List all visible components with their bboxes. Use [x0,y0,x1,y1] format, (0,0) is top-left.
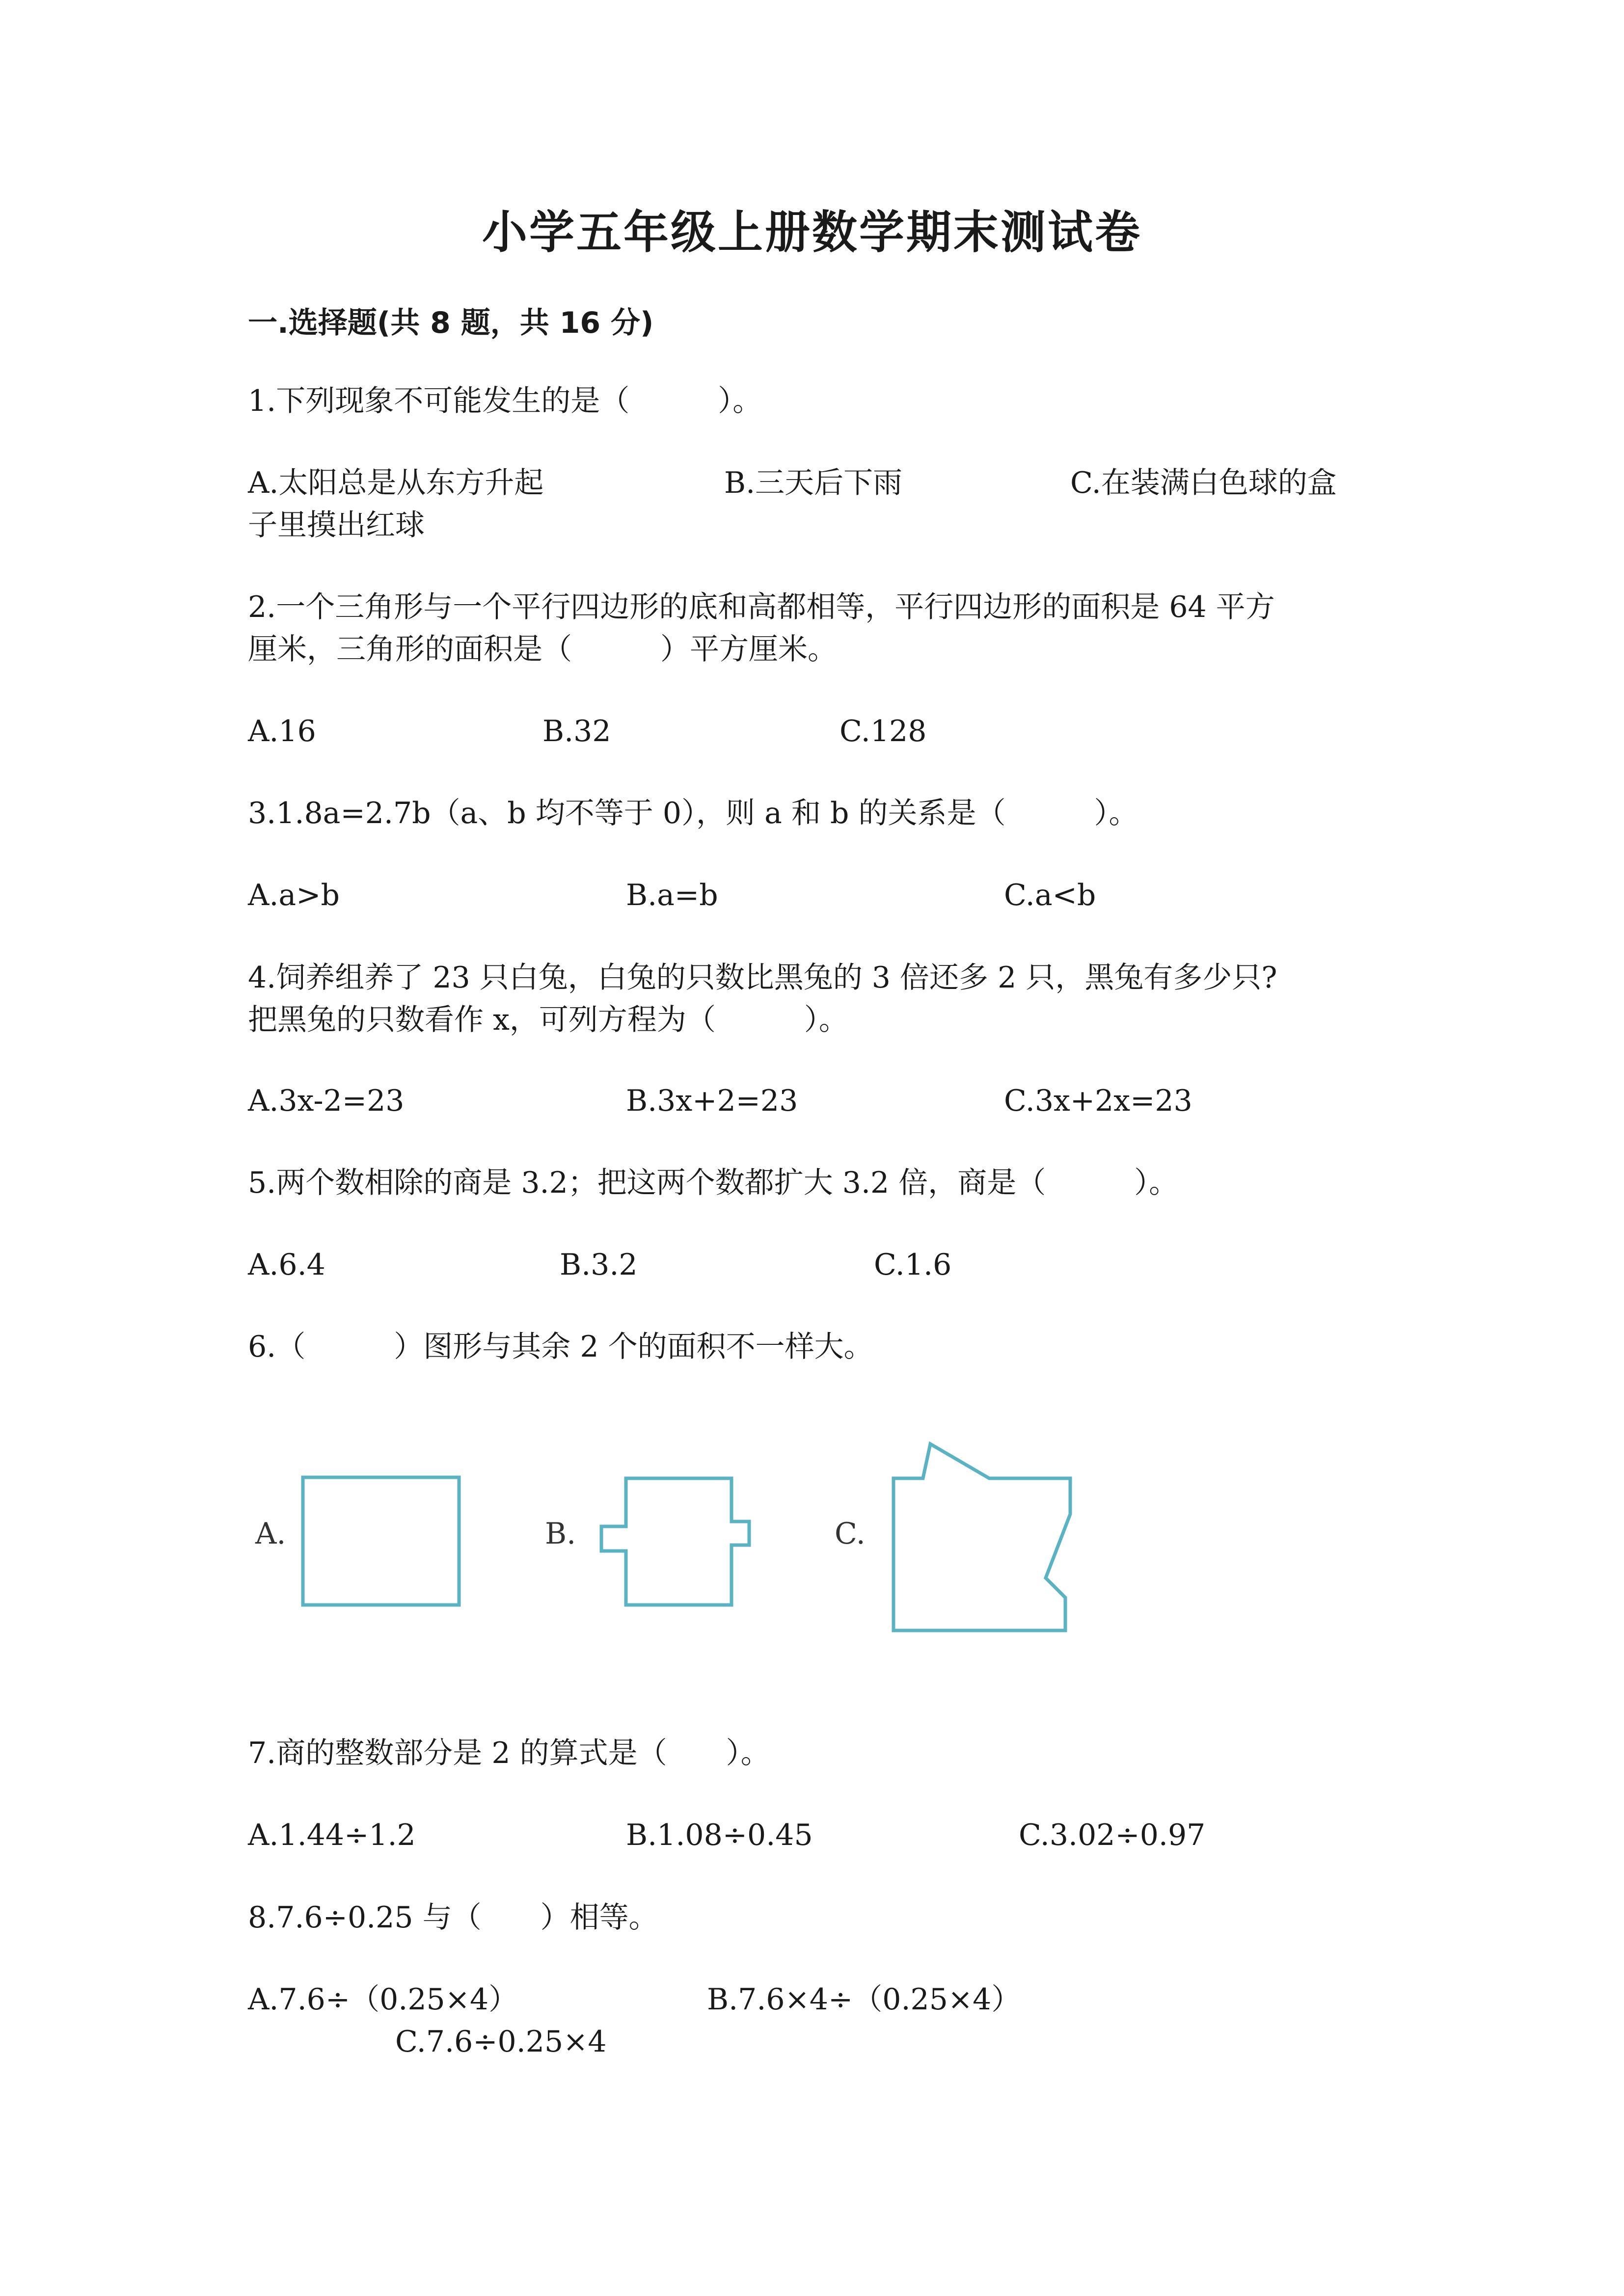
question-1-option-c: C.在装满白色球的盒 [1070,466,1337,500]
question-8-stem: 8.7.6÷0.25 与（ ）相等。 [248,1900,658,1935]
figures-svg [236,1423,1119,1649]
figure-b [545,1478,749,1605]
question-5-option-c: C.1.6 [874,1248,952,1282]
question-7-option-b: B.1.08÷0.45 [626,1818,813,1852]
question-7-stem: 7.商的整数部分是 2 的算式是（ ）。 [248,1736,770,1770]
question-4-option-a: A.3x-2=23 [248,1084,405,1118]
figure-a-rectangle [303,1477,459,1605]
question-1-option-c-continued: 子里摸出红球 [248,508,425,542]
figure-b-notched-shape [601,1478,749,1605]
section-heading: 一.选择题(共 8 题，共 16 分) [248,306,654,340]
figure-a-label: A. [255,1517,286,1551]
question-1-option-b: B.三天后下雨 [724,466,903,500]
question-2-option-c: C.128 [839,714,927,748]
question-5-stem: 5.两个数相除的商是 3.2；把这两个数都扩大 3.2 倍，商是（ ）。 [248,1166,1179,1200]
figure-b-label: B. [545,1517,576,1551]
question-4-stem-line-1: 4.饲养组养了 23 只白兔，白兔的只数比黑兔的 3 倍还多 2 只，黑兔有多少只? [248,961,1277,995]
question-2-option-a: A.16 [248,714,316,748]
question-4-stem-line-2: 把黑兔的只数看作 x，可列方程为（ ）。 [248,1003,848,1037]
question-4-option-c: C.3x+2x=23 [1004,1084,1192,1118]
figure-a [255,1477,459,1605]
question-2-stem-line-1: 2.一个三角形与一个平行四边形的底和高都相等，平行四边形的面积是 64 平方 [248,590,1275,624]
question-8-option-a: A.7.6÷（0.25×4） [248,1982,518,2017]
question-3-stem: 3.1.8a=2.7b（a、b 均不等于 0），则 a 和 b 的关系是（ ）。 [248,796,1138,830]
question-8-option-c: C.7.6÷0.25×4 [395,2025,607,2059]
question-1-stem: 1.下列现象不可能发生的是（ ）。 [248,384,762,418]
question-1-option-a: A.太阳总是从东方升起 [248,466,544,500]
figure-c-label: C. [835,1517,866,1551]
question-5-option-a: A.6.4 [248,1248,325,1282]
question-8-option-b: B.7.6×4÷（0.25×4） [707,1982,1021,2017]
figure-c-irregular-shape [893,1444,1070,1630]
question-6-stem: 6.（ ）图形与其余 2 个的面积不一样大。 [248,1330,873,1364]
figure-c [835,1444,1070,1630]
question-6-figures [236,1423,1119,1649]
question-4-option-b: B.3x+2=23 [626,1084,798,1118]
question-2-option-b: B.32 [542,714,611,748]
question-3-option-c: C.a<b [1004,878,1096,912]
question-3-option-a: A.a>b [248,878,340,912]
question-3-option-b: B.a=b [626,878,718,912]
question-7-option-a: A.1.44÷1.2 [248,1818,416,1852]
question-5-option-b: B.3.2 [560,1248,638,1282]
page-title: 小学五年级上册数学期末测试卷 [482,206,1142,259]
question-7-option-c: C.3.02÷0.97 [1019,1818,1206,1852]
question-2-stem-line-2: 厘米，三角形的面积是（ ）平方厘米。 [248,632,837,667]
